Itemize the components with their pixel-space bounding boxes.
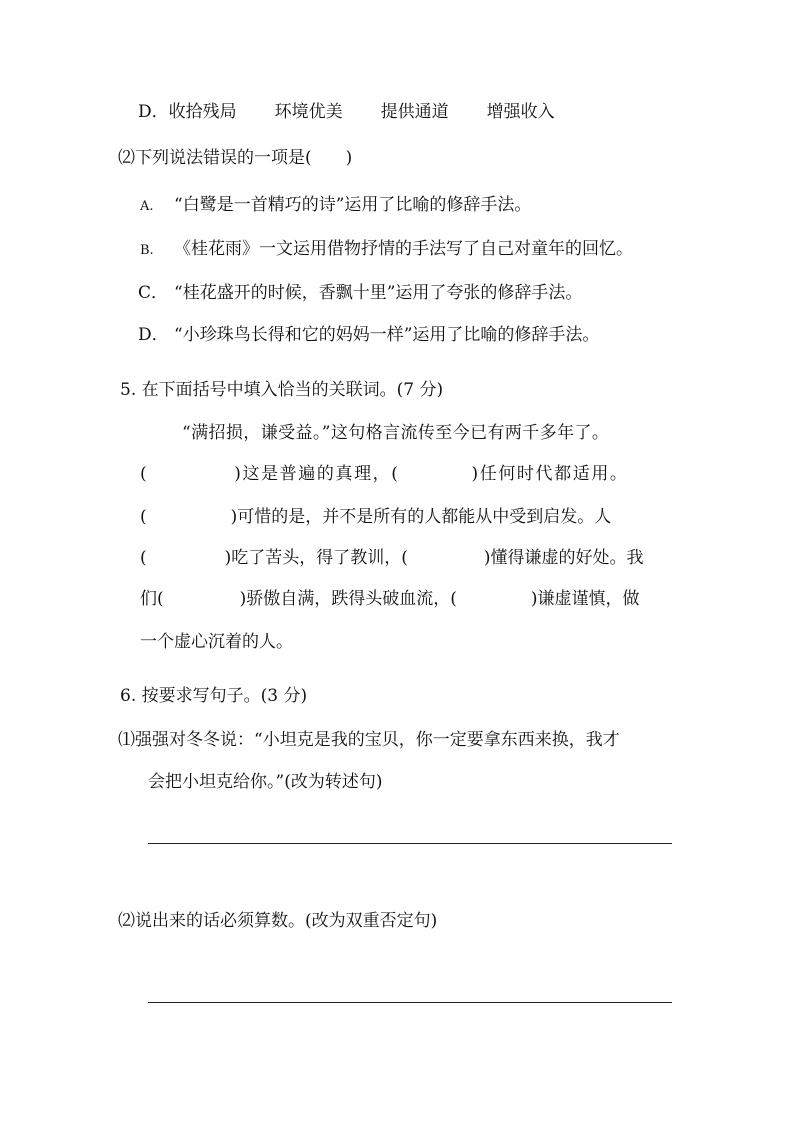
option-text: 《桂花雨》一文运用借物抒情的手法写了自己对童年的回忆。 (174, 239, 633, 259)
q5-line-5: 们( )骄傲自满，跌得头破血流，( )谦虚谨慎，做 (140, 589, 640, 609)
option-letter: A. (140, 199, 154, 214)
q5-line-4: ( )吃了苦头，得了教训，( )懂得谦虚的好处。我 (140, 548, 644, 568)
option-letter: D． (138, 325, 169, 345)
q6-sub1-line-2: 会把小坦克给你。”(改为转述句) (148, 772, 383, 792)
q5-title: 5. 在下面括号中填入恰当的关联词。(7 分) (120, 380, 444, 400)
option-word-1: 收拾残局 (168, 102, 237, 122)
answer-line-1[interactable] (148, 843, 672, 844)
q5-line-6: 一个虚心沉着的人。 (140, 632, 293, 652)
option-word-4: 增强收入 (486, 102, 555, 122)
option-letter: D． (138, 102, 169, 122)
q4-sub2-option-b (140, 238, 633, 262)
q5-line-1: “满招损，谦受益。”这句格言流传至今已有两千多年了。 (182, 423, 610, 443)
q6-sub1-line-1: ⑴强强对冬冬说：“小坦克是我的宝贝，你一定要拿东西来换，我才 (118, 730, 620, 750)
q5-line-2: ( )这是普遍的真理，( )任何时代都适用。 (140, 464, 629, 484)
answer-line-2[interactable] (148, 1002, 672, 1003)
option-text: “桂花盛开的时候，香飘十里”运用了夸张的修辞手法。 (174, 283, 583, 303)
q4-sub2-option-d (138, 324, 599, 346)
option-word-3: 提供通道 (380, 102, 449, 122)
option-text: “小珍珠鸟长得和它的妈妈一样”运用了比喻的修辞手法。 (174, 325, 600, 345)
q4-sub2-option-c (138, 282, 582, 304)
option-text: “白鹭是一首精巧的诗”运用了比喻的修辞手法。 (174, 195, 532, 215)
option-word-2: 环境优美 (274, 102, 343, 122)
q6-title: 6. 按要求写句子。(3 分) (120, 686, 308, 706)
q4-option-d (138, 101, 555, 123)
q4-sub2-option-a (140, 194, 531, 218)
q6-sub2: ⑵说出来的话必须算数。(改为双重否定句) (118, 911, 438, 931)
q4-sub2-prompt: ⑵下列说法错误的一项是( ) (118, 148, 353, 168)
option-letter: B. (140, 243, 154, 258)
option-letter: C． (138, 283, 169, 303)
q5-line-3: ( )可惜的是，并不是所有的人都能从中受到启发。人 (140, 507, 612, 527)
